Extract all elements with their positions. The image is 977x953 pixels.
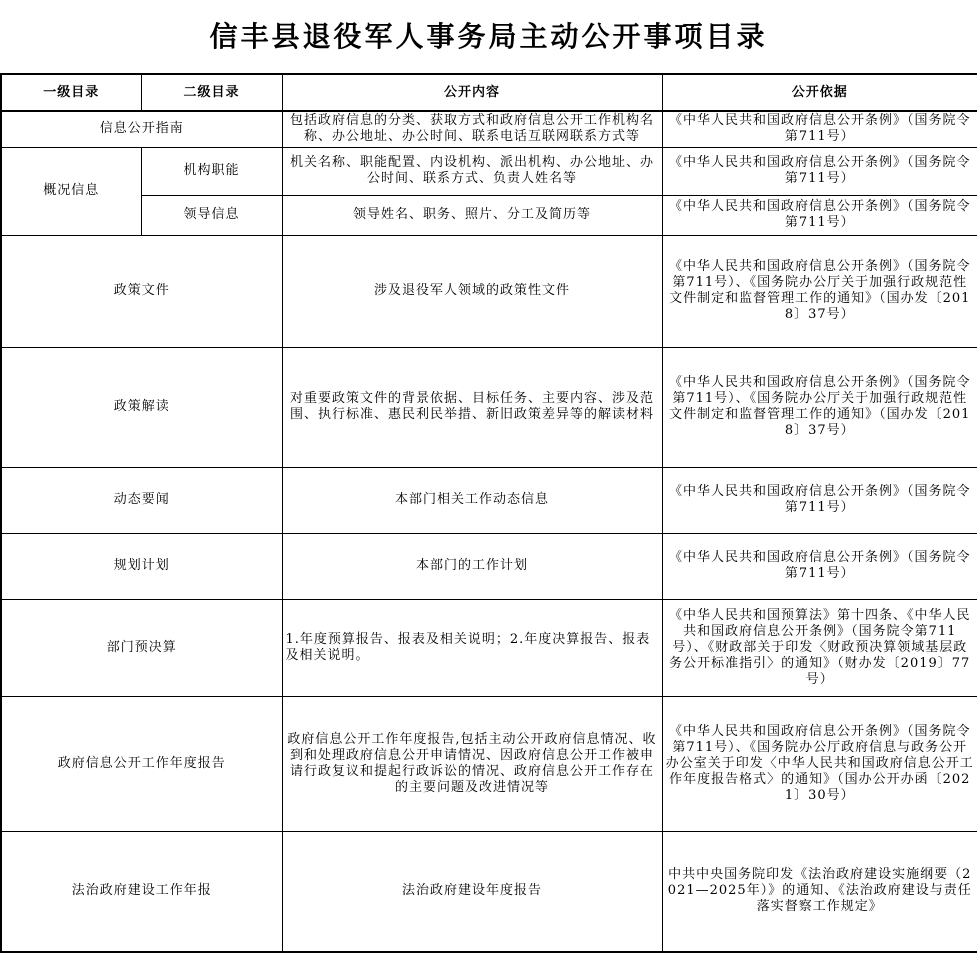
table-row <box>1 533 977 599</box>
table-row <box>1 599 977 696</box>
level2-cell: 领导信息 <box>141 195 282 235</box>
basis-cell: 《中华人民共和国政府信息公开条例》（国务院令第711号）、《国务院办公厅关于加强行政规范性文件制定和监督管理工作的通知》（国办发〔2018〕37号） <box>662 347 977 467</box>
level1-cell: 政府信息公开工作年度报告 <box>1 696 282 831</box>
table-row <box>1 831 977 952</box>
basis-cell: 《中华人民共和国政府信息公开条例》（国务院令第711号） <box>662 533 977 599</box>
content-cell: 1.年度预算报告、报表及相关说明；2.年度决算报告、报表及相关说明。 <box>282 599 662 696</box>
table-row <box>1 235 977 347</box>
disclosure-catalog-table <box>0 73 977 953</box>
header-level1: 一级目录 <box>1 74 141 111</box>
basis-cell: 《中华人民共和国政府信息公开条例》（国务院令第711号）、《国务院办公厅政府信息与政务公开办公室关于印发〈中华人民共和国政府信息公开工作年度报告格式〉的通知》（国办公开办函〔2021〕30号） <box>662 696 977 831</box>
content-cell: 领导姓名、职务、照片、分工及简历等 <box>282 195 662 235</box>
table-row <box>1 347 977 467</box>
content-cell: 涉及退役军人领域的政策性文件 <box>282 235 662 347</box>
content-cell: 机关名称、职能配置、内设机构、派出机构、办公地址、办公时间、联系方式、负责人姓名等 <box>282 147 662 195</box>
header-content: 公开内容 <box>282 74 662 111</box>
level1-cell: 政策文件 <box>1 235 282 347</box>
table-row <box>1 696 977 831</box>
basis-cell: 《中华人民共和国预算法》第十四条、《中华人民共和国政府信息公开条例》（国务院令第711号）、《财政部关于印发〈财政预决算领域基层政务公开标准指引〉的通知》（财办发〔2019〕77号） <box>662 599 977 696</box>
table-header-row <box>1 74 977 111</box>
table-row <box>1 111 977 147</box>
header-basis: 公开依据 <box>662 74 977 111</box>
header-level2: 二级目录 <box>141 74 282 111</box>
level1-cell: 部门预决算 <box>1 599 282 696</box>
basis-cell: 《中华人民共和国政府信息公开条例》（国务院令第711号） <box>662 111 977 147</box>
basis-cell: 中共中央国务院印发《法治政府建设实施纲要（2021—2025年）》的通知、《法治政府建设与责任落实督察工作规定》 <box>662 831 977 952</box>
level1-cell: 政策解读 <box>1 347 282 467</box>
table-row <box>1 467 977 533</box>
content-cell: 政府信息公开工作年度报告,包括主动公开政府信息情况、收到和处理政府信息公开申请情况、因政府信息公开工作被申请行政复议和提起行政诉讼的情况、政府信息公开工作存在的主要问题及改进情况等 <box>282 696 662 831</box>
level1-cell: 概况信息 <box>1 147 141 235</box>
table-row <box>1 147 977 195</box>
page-title: 信丰县退役军人事务局主动公开事项目录 <box>209 20 768 53</box>
level2-cell: 机构职能 <box>141 147 282 195</box>
content-cell: 本部门相关工作动态信息 <box>282 467 662 533</box>
content-cell: 法治政府建设年度报告 <box>282 831 662 952</box>
content-cell: 包括政府信息的分类、获取方式和政府信息公开工作机构名称、办公地址、办公时间、联系电话互联网联系方式等 <box>282 111 662 147</box>
content-cell: 本部门的工作计划 <box>282 533 662 599</box>
basis-cell: 《中华人民共和国政府信息公开条例》（国务院令第711号） <box>662 147 977 195</box>
basis-cell: 《中华人民共和国政府信息公开条例》（国务院令第711号） <box>662 195 977 235</box>
level1-cell: 法治政府建设工作年报 <box>1 831 282 952</box>
level1-cell: 信息公开指南 <box>1 111 282 147</box>
level1-cell: 规划计划 <box>1 533 282 599</box>
basis-cell: 《中华人民共和国政府信息公开条例》（国务院令第711号）、《国务院办公厅关于加强行政规范性文件制定和监督管理工作的通知》（国办发〔2018〕37号） <box>662 235 977 347</box>
table-row <box>1 195 977 235</box>
content-cell: 对重要政策文件的背景依据、目标任务、主要内容、涉及范围、执行标准、惠民利民举措、新旧政策差异等的解读材料 <box>282 347 662 467</box>
basis-cell: 《中华人民共和国政府信息公开条例》（国务院令第711号） <box>662 467 977 533</box>
level1-cell: 动态要闻 <box>1 467 282 533</box>
